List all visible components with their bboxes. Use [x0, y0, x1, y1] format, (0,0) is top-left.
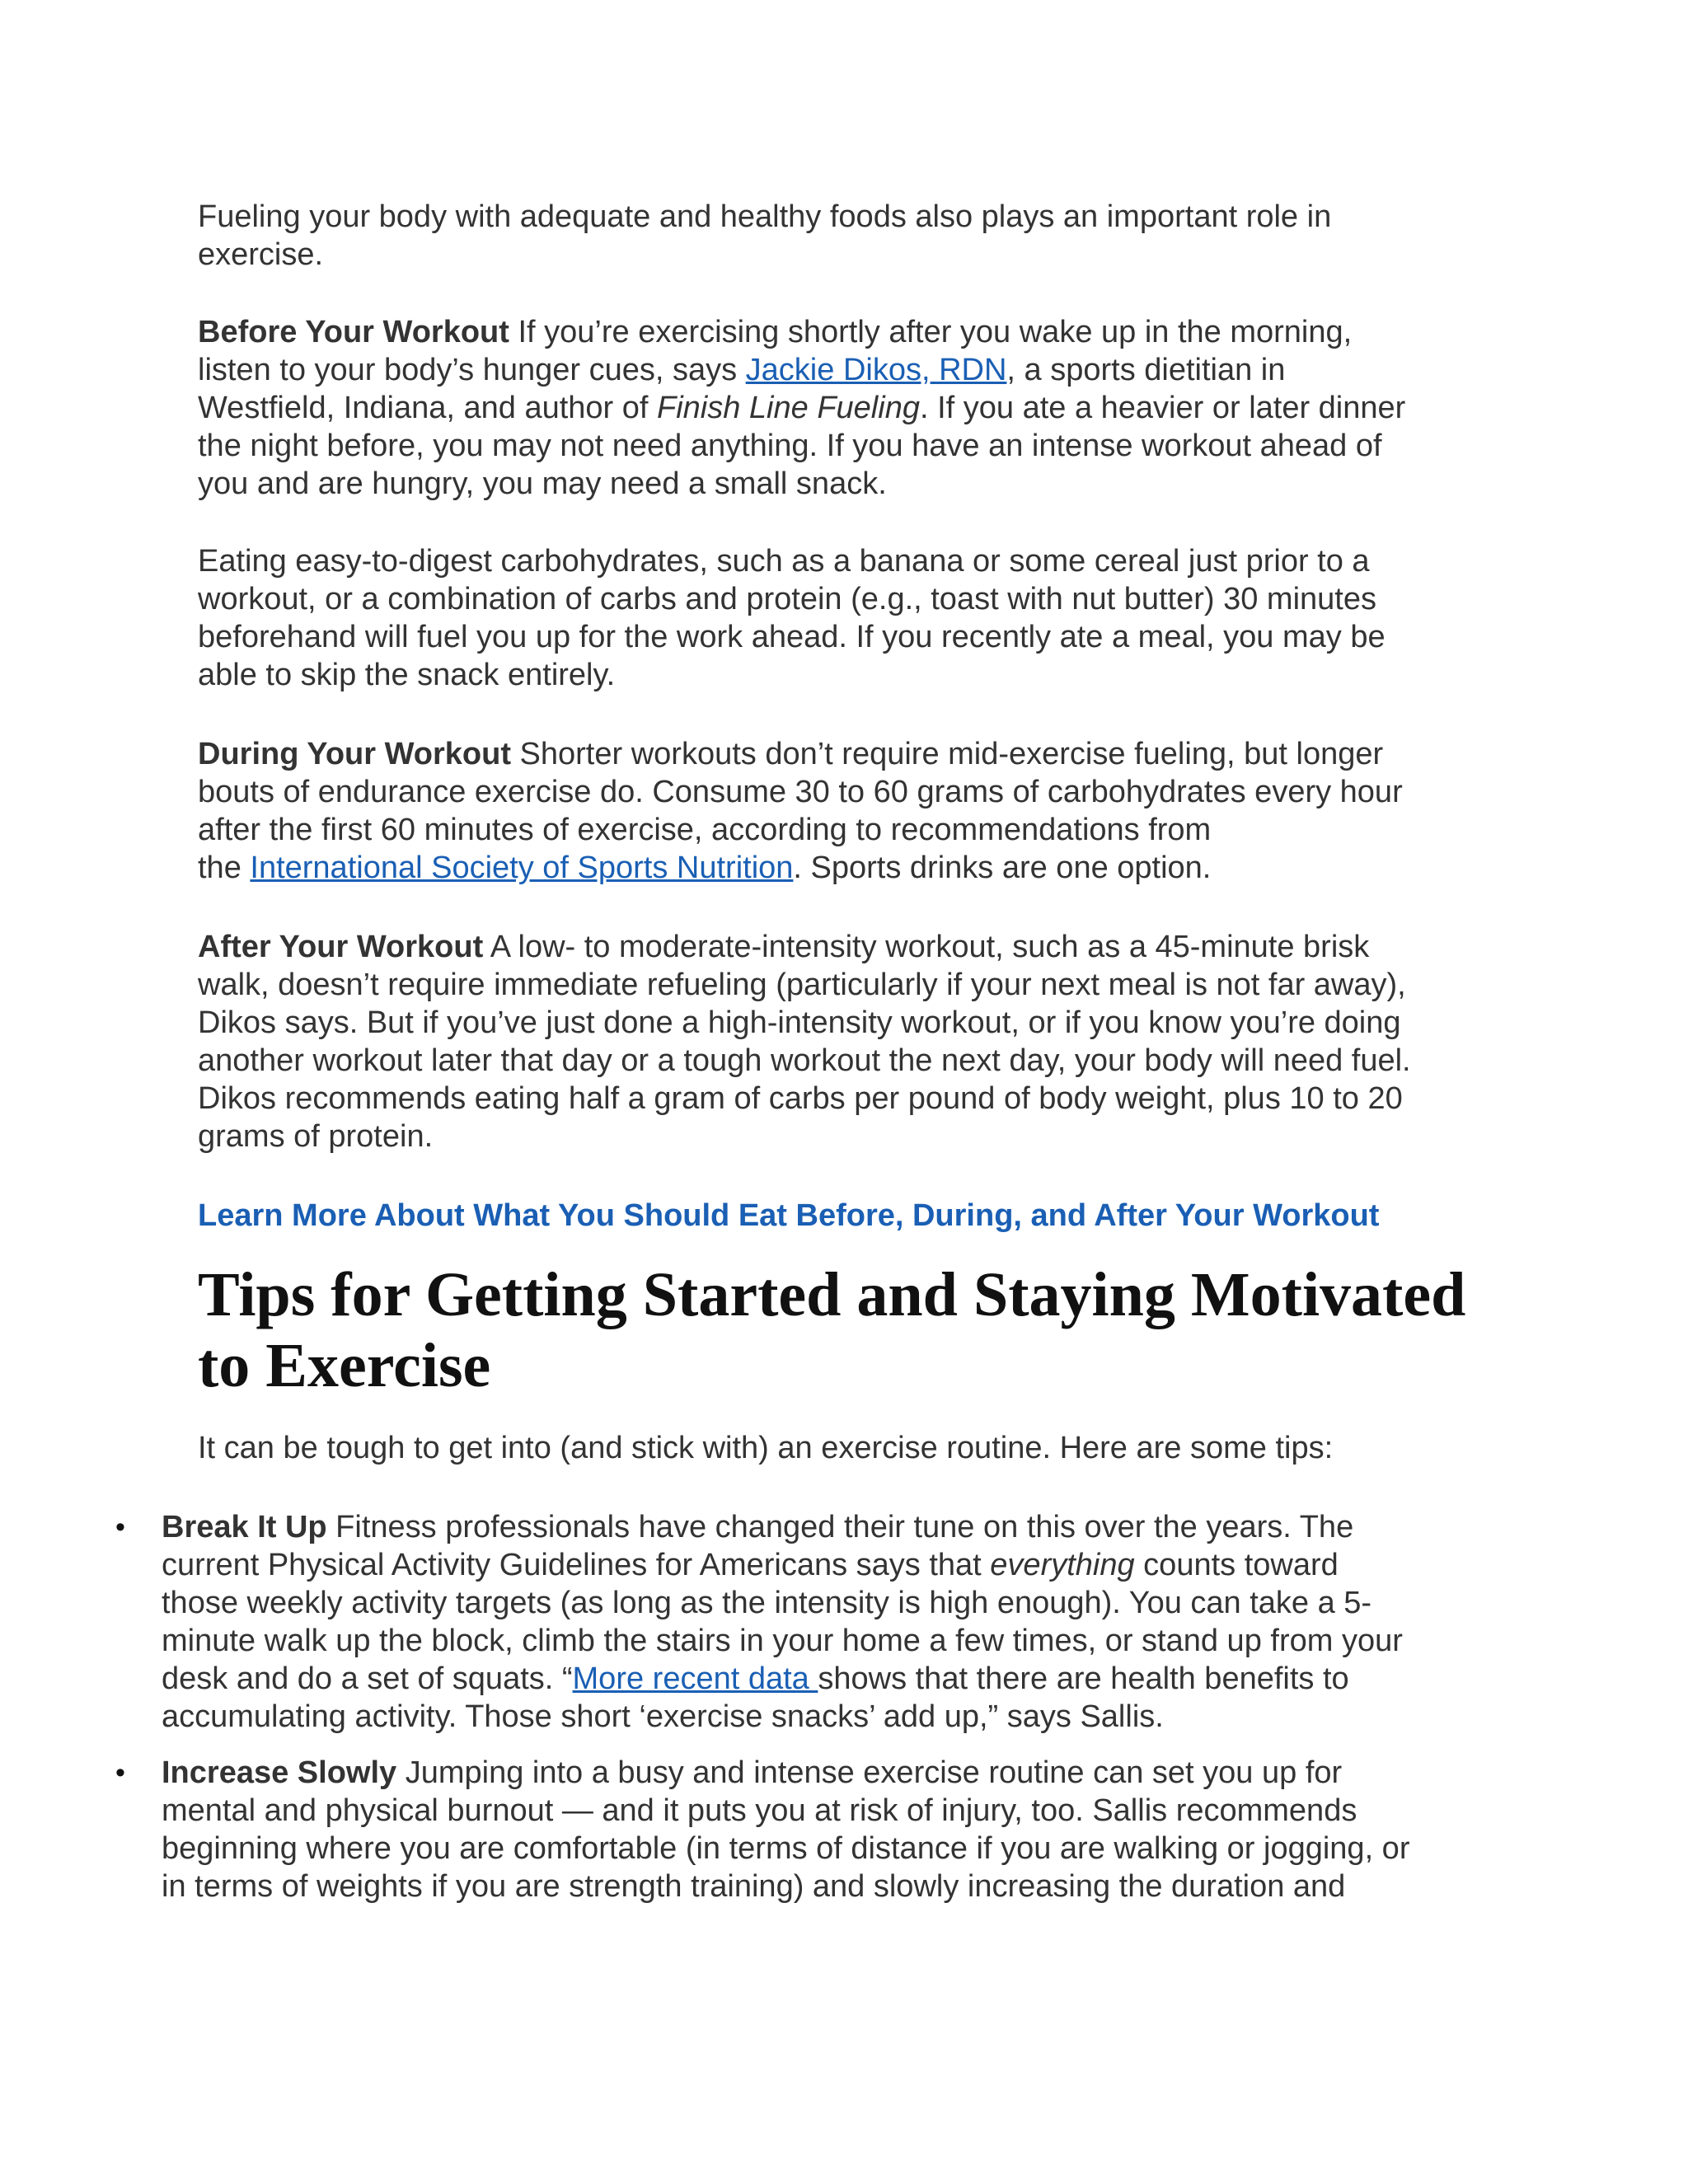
after-line-2: walk, doesn’t require immediate refueling (particularly if your next meal is not far away),: [198, 968, 1406, 1002]
before-line-1-text: If you’re exercising shortly after you wake up in the morning,: [509, 315, 1353, 349]
before-line-2-post: , a sports dietitian in: [1006, 353, 1286, 387]
issn-link[interactable]: International Society of Sports Nutrition: [250, 851, 794, 885]
tip1-line-4: minute walk up the block, climb the stairs in your home a few times, or stand up from your: [162, 1624, 1403, 1658]
before-line-4: the night before, you may not need anything. If you have an intense workout ahead of: [198, 429, 1382, 463]
after-line-4: another workout later that day or a tough workout the next day, your body will need fuel.: [198, 1043, 1411, 1078]
tip-increase-slowly: [162, 1754, 1497, 1905]
during-line-4-post: . Sports drinks are one option.: [793, 851, 1212, 885]
eating-line-4: able to skip the snack entirely.: [198, 658, 616, 692]
during-line-4-pre: the: [198, 851, 251, 885]
tip2-line-3: beginning where you are comfortable (in terms of distance if you are walking or jogging, or: [162, 1831, 1410, 1866]
tip2-line-1: [162, 1754, 1497, 1792]
tip1-line-6: accumulating activity. Those short ‘exercise snacks’ add up,” says Sallis.: [162, 1699, 1164, 1734]
before-workout-paragraph: [198, 313, 1492, 503]
during-workout-heading: During Your Workout: [198, 737, 511, 771]
before-line-3-pre: Westfield, Indiana, and author of: [198, 391, 657, 425]
eating-line-2: workout, or a combination of carbs and protein (e.g., toast with nut butter) 30 minutes: [198, 582, 1376, 616]
during-line-3: after the first 60 minutes of exercise, according to recommendations from: [198, 813, 1212, 847]
before-line-3: [198, 389, 1492, 427]
after-line-1: [198, 928, 1492, 966]
tip2-line-4: in terms of weights if you are strength training) and slowly increasing the duration and: [162, 1869, 1346, 1904]
tip2-line-1-text: Jumping into a busy and intense exercise routine can set you up for: [396, 1755, 1343, 1790]
section-title-line-1: Tips for Getting Started and Staying Motivated: [198, 1260, 1466, 1329]
tip1-line-1: [162, 1508, 1497, 1546]
bullet-icon: •: [115, 1511, 125, 1543]
tip2-heading: Increase Slowly: [162, 1755, 397, 1790]
bullet-icon: •: [115, 1757, 125, 1788]
section-title: [198, 1259, 1517, 1401]
intro-line-2: exercise.: [198, 237, 324, 272]
tip1-line-2-post: counts toward: [1134, 1548, 1339, 1582]
during-line-2: bouts of endurance exercise do. Consume 30 to 60 grams of carbohydrates every hour: [198, 775, 1403, 809]
after-line-1-text: A low- to moderate-intensity workout, such as a 45-minute brisk: [483, 930, 1370, 964]
after-line-6: grams of protein.: [198, 1119, 434, 1154]
tip1-line-1-text: Fitness professionals have changed their tune on this over the years. The: [326, 1510, 1354, 1544]
after-line-3: Dikos says. But if you’ve just done a high-intensity workout, or if you know you’re doing: [198, 1005, 1401, 1040]
before-line-5: you and are hungry, you may need a small snack.: [198, 466, 887, 501]
before-workout-heading: Before Your Workout: [198, 315, 509, 349]
before-line-2: [198, 351, 1492, 389]
during-line-1: [198, 735, 1492, 773]
jackie-dikos-link[interactable]: Jackie Dikos, RDN: [745, 353, 1007, 387]
before-line-2-pre: listen to your body’s hunger cues, says: [198, 353, 746, 387]
tip1-line-3: those weekly activity targets (as long as the intensity is high enough). You can take a 5-: [162, 1586, 1372, 1620]
section-intro: [198, 1429, 1492, 1467]
eating-line-1: Eating easy-to-digest carbohydrates, such as a banana or some cereal just prior to a: [198, 544, 1370, 579]
tip1-line-2-pre: current Physical Activity Guidelines for Americans says that: [162, 1548, 991, 1582]
eating-line-3: beforehand will fuel you up for the work ahead. If you recently ate a meal, you may be: [198, 620, 1386, 654]
after-line-5: Dikos recommends eating half a gram of carbs per pound of body weight, plus 10 to 20: [198, 1081, 1403, 1116]
book-title: Finish Line Fueling: [657, 391, 920, 425]
tip2-line-2: mental and physical burnout — and it puts you at risk of injury, too. Sallis recommends: [162, 1793, 1357, 1828]
during-workout-paragraph: [198, 735, 1492, 887]
tip1-emphasis: everything: [990, 1548, 1135, 1582]
intro-paragraph: [198, 198, 1492, 274]
tip1-line-2: [162, 1546, 1497, 1584]
section-title-line-2: to Exercise: [198, 1331, 491, 1400]
tip1-line-5: [162, 1660, 1497, 1698]
tip-break-it-up: [162, 1508, 1497, 1736]
after-workout-heading: After Your Workout: [198, 930, 484, 964]
during-line-4: [198, 849, 1492, 887]
more-recent-data-link[interactable]: More recent data: [572, 1661, 818, 1696]
section-intro-line: It can be tough to get into (and stick with) an exercise routine. Here are some tips:: [198, 1431, 1334, 1465]
tip1-line-5-pre: desk and do a set of squats. “: [162, 1661, 573, 1696]
tip1-line-5-post: shows that there are health benefits to: [818, 1661, 1349, 1696]
after-workout-paragraph: [198, 928, 1492, 1155]
tip1-heading: Break It Up: [162, 1510, 327, 1544]
learn-more-link[interactable]: Learn More About What You Should Eat Before, During, and After Your Workout: [198, 1198, 1380, 1233]
before-line-1: [198, 313, 1492, 351]
intro-line-1: Fueling your body with adequate and healthy foods also plays an important role in: [198, 199, 1332, 234]
before-line-3-post: . If you ate a heavier or later dinner: [919, 391, 1406, 425]
eating-paragraph: [198, 542, 1492, 694]
during-line-1-text: Shorter workouts don’t require mid-exercise fueling, but longer: [510, 737, 1384, 771]
